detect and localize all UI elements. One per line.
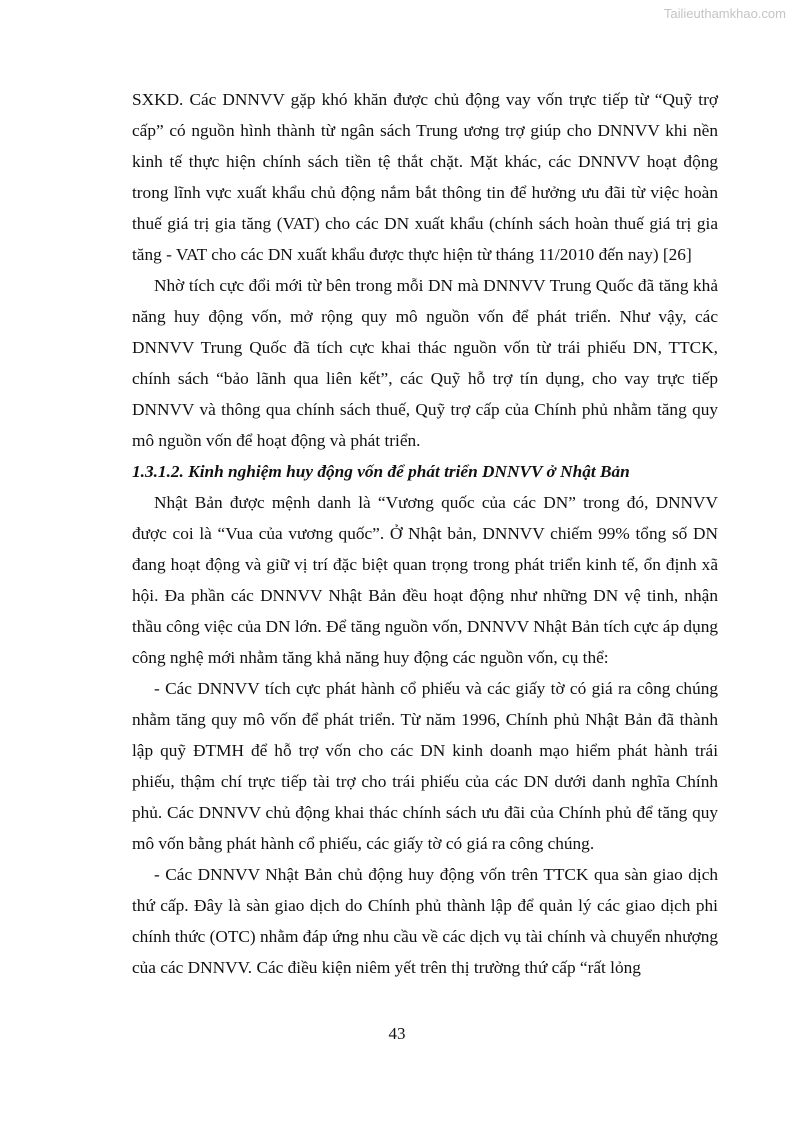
bullet-secondary-market: - Các DNNVV Nhật Bản chủ động huy động vốn trên TTCK qua sàn giao dịch thứ cấp. Đây là sàn giao dịch do Chính phủ thành lập để quản lý các giao dịch phi chính thức (OTC) nhằm đáp ứng nhu cầu về các dịch vụ tài chính và chuyển nhượng của các DNNVV. Các điều kiện niêm yết trên thị trường thứ cấp “rất lỏng (132, 865, 718, 977)
section-heading: 1.3.1.2. Kinh nghiệm huy động vốn để phát triển DNNVV ở Nhật Bản (132, 462, 630, 481)
page-number: 43 (388, 1024, 406, 1043)
paragraph-vat: SXKD. Các DNNVV gặp khó khăn được chủ động vay vốn trực tiếp từ “Quỹ trợ cấp” có nguồn hình thành từ ngân sách Trung ương trợ giúp cho DNNVV khi nền kinh tế thực hiện chính sách tiền tệ thắt chặt. Mặt khác, các DNNVV hoạt động trong lĩnh vực xuất khẩu chủ động nắm bắt thông tin để hưởng ưu đãi từ việc hoàn thuế giá trị gia tăng (VAT) cho các DN xuất khẩu (chính sách hoàn thuế giá trị gia tăng - VAT cho các DN xuất khẩu được thực hiện từ tháng 11/2010 đến nay) [26] (132, 90, 718, 264)
paragraph-japan-intro: Nhật Bản được mệnh danh là “Vương quốc của các DN” trong đó, DNNVV được coi là “Vua của vương quốc”. Ở Nhật bản, DNNVV chiếm 99% tổng số DN đang hoạt động và giữ vị trí đặc biệt quan trọng trong phát triển kinh tế, ổn định xã hội. Đa phần các DNNVV Nhật Bản đều hoạt động như những DN vệ tinh, nhận thầu công việc của DN lớn. Để tăng nguồn vốn, DNNVV Nhật Bản tích cực áp dụng công nghệ mới nhằm tăng khả năng huy động các nguồn vốn, cụ thể: (132, 493, 718, 667)
bullet-stock-issuance: - Các DNNVV tích cực phát hành cổ phiếu và các giấy tờ có giá ra công chúng nhằm tăng quy mô vốn để phát triển. Từ năm 1996, Chính phủ Nhật Bản đã thành lập quỹ ĐTMH để hỗ trợ vốn cho các DN kinh doanh mạo hiểm phát hành trái phiếu, thậm chí trực tiếp tài trợ cho trái phiếu của các DN dưới danh nghĩa Chính phủ. Các DNNVV chủ động khai thác chính sách ưu đãi của Chính phủ để tăng quy mô vốn bằng phát hành cổ phiếu, các giấy tờ có giá ra công chúng. (132, 679, 718, 853)
paragraph-china-summary: Nhờ tích cực đổi mới từ bên trong mỗi DN mà DNNVV Trung Quốc đã tăng khả năng huy động vốn, mở rộng quy mô nguồn vốn để phát triển. Như vậy, các DNNVV Trung Quốc đã tích cực khai thác nguồn vốn từ trái phiếu DN, TTCK, chính sách “bảo lãnh qua liên kết”, các Quỹ hỗ trợ tín dụng, cho vay trực tiếp DNNVV và thông qua chính sách thuế, Quỹ trợ cấp của Chính phủ nhằm tăng quy mô nguồn vốn để hoạt động và phát triển. (132, 276, 718, 450)
page-body (132, 84, 718, 983)
watermark: Tailieuthamkhao.com (663, 6, 786, 21)
